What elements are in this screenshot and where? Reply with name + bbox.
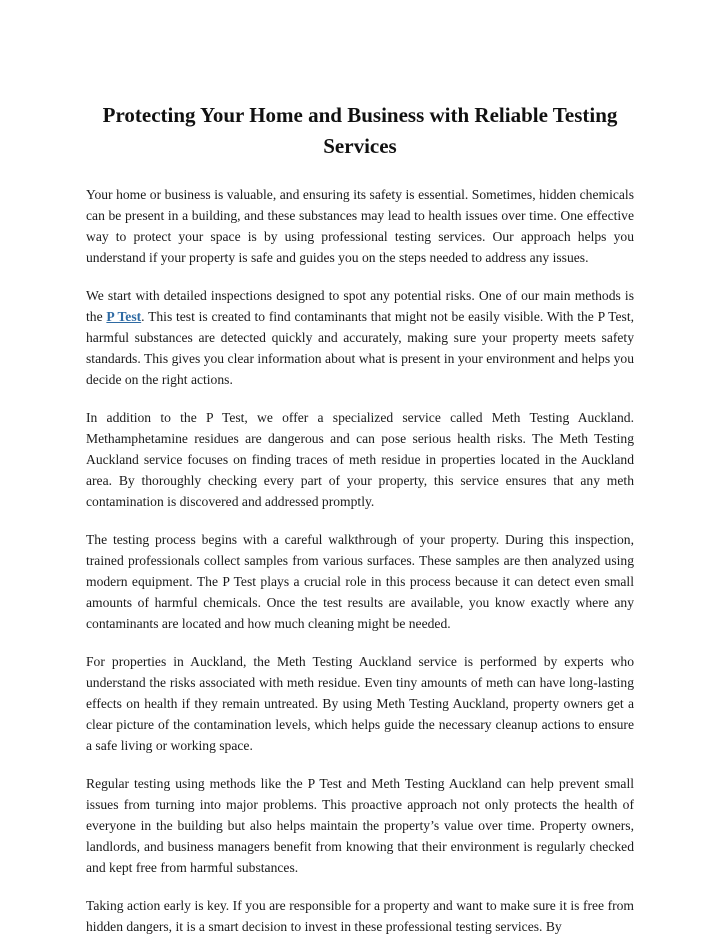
document-title: Protecting Your Home and Business with Reliable Testing Services [102,103,618,158]
paragraph-meth-testing: In addition to the P Test, we offer a specialized service called Meth Testing Auckland. Methamphetamine residues are dangerous and can pose serious health risks. The Meth Testing Auckland service focuses on finding traces of meth residue in properties located in the Auckland area. By thoroughly checking every part of your property, this service ensures that any meth contamination is discovered and addressed promptly. [86,410,634,509]
paragraph-auckland: For properties in Auckland, the Meth Testing Auckland service is performed by experts who understand the risks associated with meth residue. Even tiny amounts of meth can have long-lasting effects on health if they remain untreated. By using Meth Testing Auckland, property owners get a clear picture of the contamination levels, which helps guide the necessary cleanup actions to ensure a safe living or working space. [86,654,634,753]
p-test-link[interactable]: P Test [106,309,142,324]
paragraph-process: The testing process begins with a careful walkthrough of your property. During this inspection, trained professionals collect samples from various surfaces. These samples are then analyzed using modern equipment. The P Test plays a crucial role in this process because it can detect even small amounts of harmful chemicals. Once the test results are available, you know exactly where any contaminants are located and how much cleaning might be needed. [86,532,634,631]
paragraph-text: . This test is created to find contaminants that might not be easily visible. With the P Test, harmful substances are detected quickly and accurately, making sure your property meets safety standards. This gives you clear information about what is present in your environment and helps you decide on the right actions. [86,309,635,387]
paragraph-intro: Your home or business is valuable, and ensuring its safety is essential. Sometimes, hidden chemicals can be present in a building, and these substances may lead to health issues over time. One effective way to protect your space is by using professional testing services. Our approach helps you understand if your property is safe and guides you on the steps needed to address any issues. [86,187,634,265]
paragraph-action: Taking action early is key. If you are responsible for a property and want to make sure it is free from hidden dangers, it is a smart decision to invest in these professional testing services. By [86,898,634,934]
paragraph-text: We start with detailed inspections designed to spot any potential risks. One of our main methods is the [86,288,634,324]
paragraph-inspections [86,285,634,390]
paragraph-regular-testing: Regular testing using methods like the P Test and Meth Testing Auckland can help prevent small issues from turning into major problems. This proactive approach not only protects the health of everyone in the building but also helps maintain the property’s value over time. Property owners, landlords, and business managers benefit from knowing that their environment is regularly checked and kept free from harmful substances. [86,776,634,875]
